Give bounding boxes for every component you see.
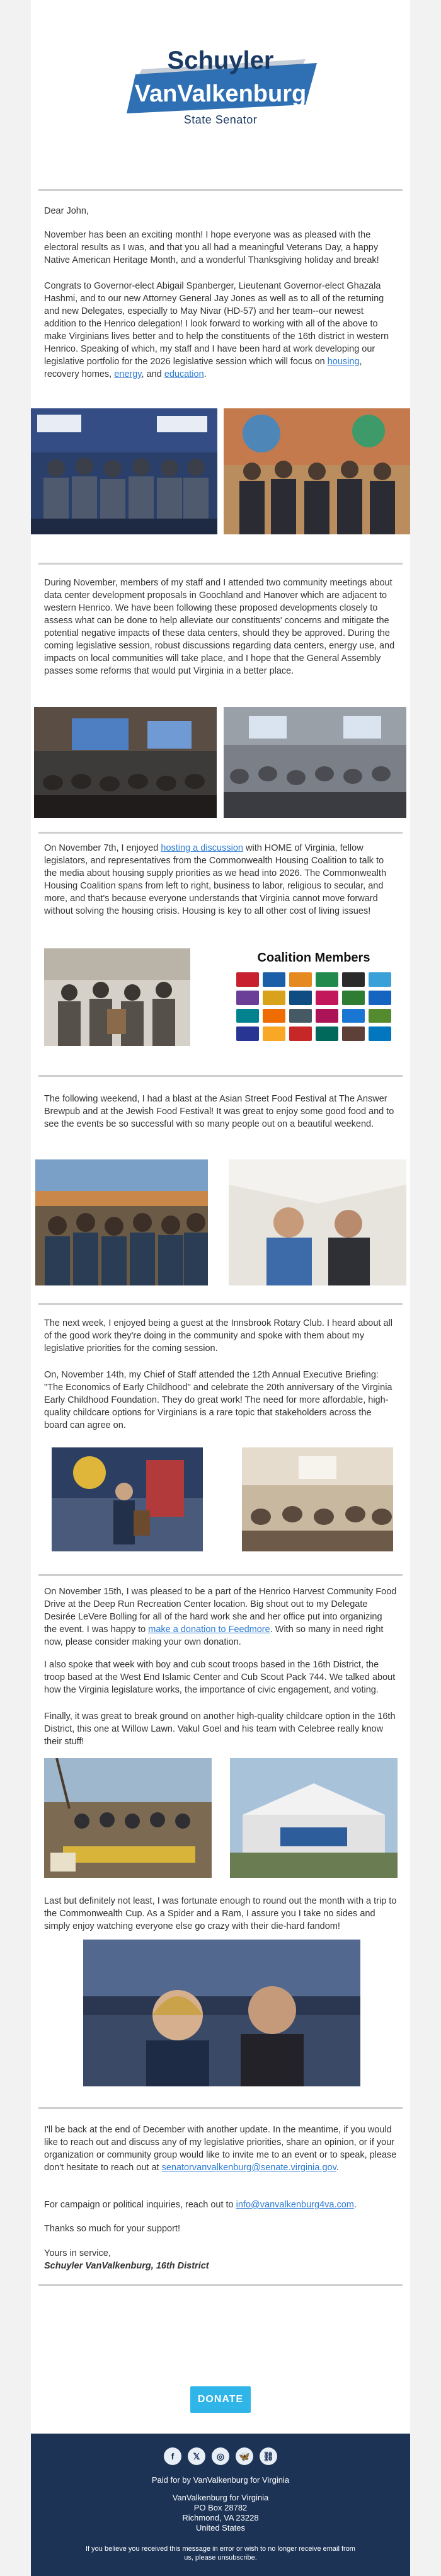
coalition-logo — [263, 991, 285, 1005]
donate-button[interactable]: DONATE — [190, 2386, 251, 2413]
coalition-logo — [316, 1026, 338, 1041]
logo-line-1: Schuyler — [167, 47, 274, 74]
photo-group-mural — [224, 408, 410, 534]
paragraph-scout-troops: I also spoke that week with boy and cub scout troops based in the 16th District, the troop based at the West End Islamic Center and Cub Scout Pack 744. We talked about how the Virginia legislature works, the importance of civic engagement, and voting. — [44, 1660, 396, 1695]
paragraph-rotary-club: The next week, I enjoyed being a guest at the Innsbrook Rotary Club. I heard about all of the good work they're doing in the community and spoke with them about my legislative priorities for the coming session. — [44, 1318, 392, 1354]
coalition-logo — [236, 1026, 259, 1041]
paragraph-congrats-end: . — [203, 369, 207, 379]
coalition-members-graphic — [231, 948, 396, 1046]
coalition-logo — [342, 1026, 365, 1041]
paragraph-food-festivals: The following weekend, I had a blast at the Asian Street Food Festival at The Answer Brewpub and at the Jewish Food Festival! It was great to enjoy some good food and to see the events be so successful with so many people out on a beautiful weekend. — [44, 1094, 394, 1129]
energy-link[interactable]: energy — [114, 369, 142, 379]
paragraph-early-childhood: On, November 14th, my Chief of Staff attended the 12th Annual Executive Briefing: "The Economics of Early Childhood" and celebrate the 20th anniversary of the Virginia Early Childhood Foundation. They do great work! The need for more affordable, high-quality childcare options for Virginians is a rare topic that stakeholders across the board can agree on. — [44, 1370, 392, 1430]
campaign-email-link[interactable]: info@vanvalkenburg4va.com — [236, 2200, 354, 2210]
divider — [38, 832, 403, 834]
feedmore-donation-link[interactable]: make a donation to Feedmore — [148, 1624, 270, 1635]
coalition-logo — [316, 991, 338, 1005]
photo-rotary-speaker — [52, 1447, 203, 1551]
coalition-logo — [342, 1009, 365, 1023]
coalition-logo — [263, 972, 285, 987]
photo-community-meeting-1 — [34, 707, 217, 818]
header-logo — [31, 25, 410, 158]
facebook-icon[interactable]: f — [164, 2447, 181, 2465]
paragraph-closing-end: . — [336, 2163, 339, 2173]
paid-by-notice: Paid for by VanValkenburg for Virginia — [151, 2475, 290, 2485]
x-icon[interactable]: 𝕏 — [188, 2447, 205, 2465]
paragraph-congrats-sep2: , and — [141, 369, 164, 379]
paragraph-closing-text: I'll be back at the end of December with another update. In the meantime, if you would like to reach out and discuss any of my legislative priorities, share an opinion, or if your organization or community group would like to invite me to an event or to speak, please don't hesitate to reach out at — [44, 2125, 397, 2173]
coalition-logo-grid — [236, 972, 391, 1041]
divider — [38, 1303, 403, 1305]
photo-executive-briefing — [242, 1447, 393, 1551]
coalition-logo — [289, 1026, 312, 1041]
footer — [31, 2434, 410, 2576]
divider — [38, 1075, 403, 1077]
photo-festival-tent — [229, 1159, 406, 1285]
paragraph-housing-rest: with HOME of Virginia, fellow legislators, and representatives from the Commonwealth Housing Coalition to talk to the media about housing supply priorities as we head into 2026. The Commonwealth Housing Coalition spans from left to right, business to labor, religious to secular, and more, and that's because everyone understands that Virginia cannot move forward without solving the housing crisis. Housing is key to all other cost of living issues! — [44, 843, 387, 916]
paragraph-commonwealth-cup: Last but definitely not least, I was fortunate enough to round out the month with a trip to the Commonwealth Cup. As a Spider and a Ram, I assure you I take no sides and simply enjoy watching everyone else go crazy with their die-hard fandom! — [44, 1896, 397, 1931]
coalition-logo — [342, 991, 365, 1005]
paragraph-campaign-end: . — [353, 2200, 357, 2210]
coalition-logo — [263, 1026, 285, 1041]
divider — [38, 2107, 403, 2109]
paragraph-congrats — [44, 280, 397, 381]
paragraph-yours: Yours in service, — [44, 2248, 111, 2258]
coalition-logo — [316, 972, 338, 987]
coalition-logo — [342, 972, 365, 987]
email-body — [31, 0, 410, 2576]
photo-food-festival-crowd — [35, 1159, 208, 1285]
coalition-title: Coalition Members — [257, 951, 370, 965]
footer-country: United States — [195, 2523, 246, 2533]
paragraph-campaign-contact — [44, 2199, 397, 2211]
coalition-logo — [236, 991, 259, 1005]
logo-line-2: VanValkenburg — [134, 81, 307, 107]
paragraph-food-drive-rest: . With so many in need right now, please consider making your own donation. — [44, 1624, 384, 1647]
paragraph-thanks: Thanks so much for your support! — [44, 2224, 180, 2234]
paragraph-housing-start: On November 7th, I enjoyed — [44, 843, 161, 853]
coalition-logo — [369, 1009, 391, 1023]
photo-vote-rally — [31, 408, 217, 534]
housing-link[interactable]: housing — [327, 357, 360, 367]
senate-email-link[interactable]: senatorvanvalkenburg@senate.virginia.gov — [161, 2163, 336, 2173]
coalition-logo — [316, 1009, 338, 1023]
photo-housing-press-event — [44, 948, 190, 1046]
photo-community-meeting-2 — [224, 707, 406, 818]
logo-line-3: State Senator — [183, 113, 258, 126]
paragraph-food-drive — [44, 1585, 397, 1648]
coalition-logo — [236, 1009, 259, 1023]
paragraph-congrats-text: Congrats to Governor-elect Abigail Spanberger, Lieutenant Governor-elect Ghazala Hashmi, and to our new Attorney General Jay Jones as well as to all of the returning and new Delegates, especially to May Nivar (HD-57) and her team--our newest addition to the Henrico delegation! I look forward to working with all of the above to make Virginians lives better and to help the constituents of the 16th district in western Henrico. Speaking of which, my staff and I have been hard at work developing our legislative portfolio for the 2026 legislative session which will focus on — [44, 281, 389, 367]
paragraph-data-centers: During November, members of my staff and I attended two community meetings about data center development proposals in Goochland and Hanover which are adjacent to western Henrico. We have been following these proposed developments closely to assess what can be done to help alleviate our constituents' concerns and mitigate the potential negative impacts of these data centers, should they be approved. During the coming legislative session, robust discussions regarding data centers, energy use, and impacts on local communities will take place, and I hope that the General Assembly passes some reforms that would put Virginia in a better place. — [44, 578, 395, 676]
bluesky-icon[interactable]: 🦋 — [236, 2447, 253, 2465]
paragraph-congrats-sep1: , recovery homes, — [44, 357, 362, 379]
hosting-discussion-link[interactable]: hosting a discussion — [161, 843, 243, 853]
divider — [38, 2284, 403, 2286]
footer-city: Richmond, VA 23228 — [182, 2513, 259, 2522]
coalition-logo — [263, 1009, 285, 1023]
link-icon[interactable]: ⛓ — [260, 2447, 277, 2465]
coalition-logo — [369, 991, 391, 1005]
coalition-logo — [289, 991, 312, 1005]
coalition-logo — [289, 1009, 312, 1023]
coalition-logo — [369, 1026, 391, 1041]
greeting: Dear John, — [44, 206, 89, 216]
photo-groundbreaking-tent — [230, 1758, 398, 1878]
unsubscribe-notice[interactable]: If you believe you received this message in error or wish to no longer receive email from us, please unsubscribe. — [86, 2545, 355, 2562]
instagram-icon[interactable]: ◎ — [212, 2447, 229, 2465]
paragraph-closing — [44, 2124, 397, 2174]
divider — [38, 189, 403, 191]
paragraph-housing-discussion — [44, 842, 397, 917]
paragraph-campaign-start: For campaign or political inquiries, reach out to — [44, 2200, 236, 2210]
divider — [38, 563, 403, 565]
paragraph-food-drive-start: On November 15th, I was pleased to be a part of the Henrico Harvest Community Food Drive at the Deep Run Recreation Center location. Big shout out to my Delegate Desirée LeVere Bolling for all of the hard work she and her office put into organizing the event. I was happy to — [44, 1587, 397, 1635]
education-link[interactable]: education — [164, 369, 204, 379]
footer-po-box: PO Box 28782 — [193, 2503, 248, 2512]
coalition-logo — [369, 972, 391, 987]
social-links — [31, 2447, 410, 2465]
coalition-logo — [236, 972, 259, 987]
paragraph-intro: November has been an exciting month! I hope everyone was as pleased with the electoral results as I was, and that you all had a meaningful Veterans Day, a happy Native American Heritage Month, and a wonderful Thanksgiving holiday and break! — [44, 230, 379, 265]
paragraph-childcare-groundbreaking: Finally, it was great to break ground on another high-quality childcare option in the 16th District, this one at Willow Lawn. Vakul Goel and his team with Celebree really know their stuff! — [44, 1711, 396, 1747]
photo-commonwealth-cup — [83, 1940, 360, 2086]
signature: Schuyler VanValkenburg, 16th District — [44, 2261, 209, 2271]
divider — [38, 1574, 403, 1576]
photo-groundbreaking-ceremony — [44, 1758, 212, 1878]
footer-org-name: VanValkenburg for Virginia — [172, 2493, 269, 2502]
coalition-logo — [289, 972, 312, 987]
